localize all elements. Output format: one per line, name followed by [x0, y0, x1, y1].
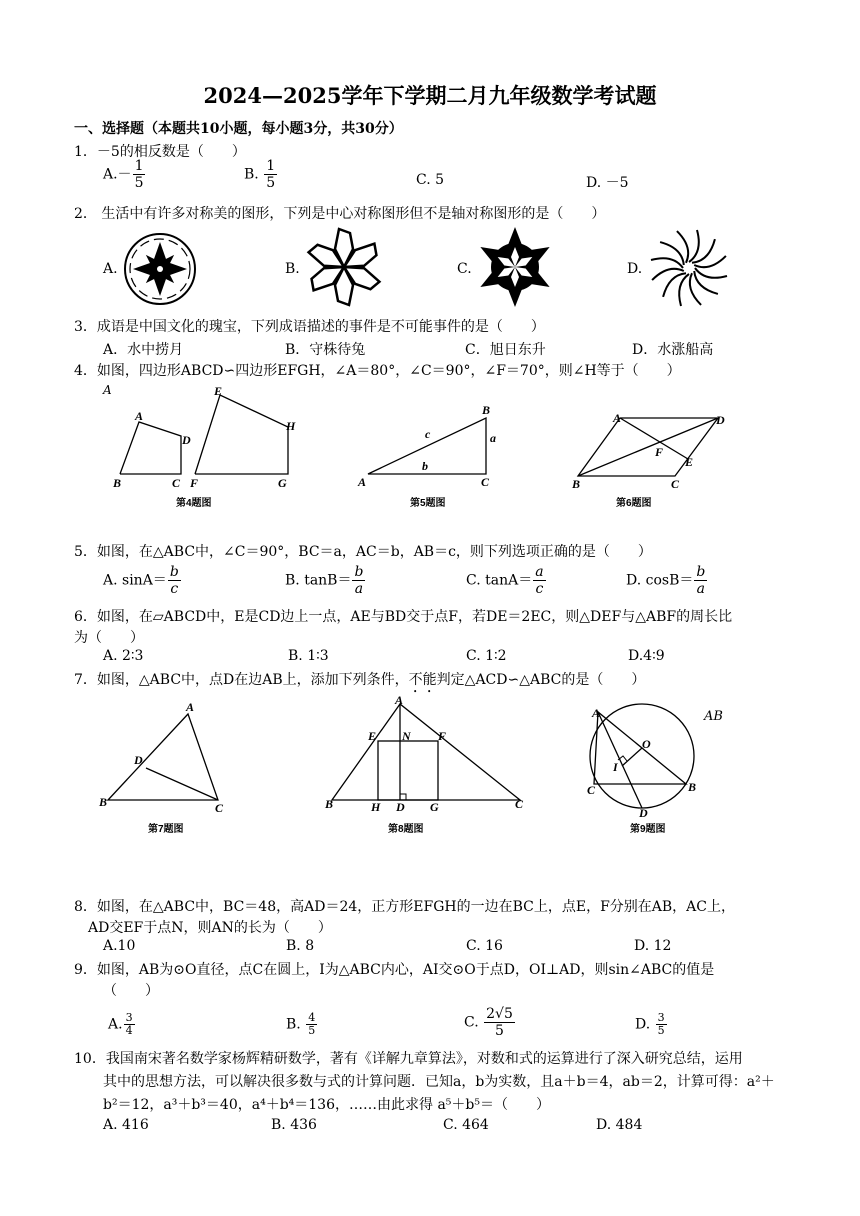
- q8-option-b: B. 8: [286, 938, 315, 954]
- f8-label-F: F: [438, 729, 447, 743]
- f8-label-B: B: [325, 797, 334, 811]
- figure-4: [108, 384, 308, 494]
- f4-label-B: B: [113, 476, 122, 490]
- q2-option-b: B.: [285, 261, 300, 277]
- q10-line2: 其中的思想方法，可以解决很多数与式的计算问题．已知a，b为实数，且a＋b＝4，ab＝2，计算可得：a²＋: [103, 1074, 775, 1090]
- q2-option-c: C.: [457, 261, 472, 277]
- q1-b-label: B.: [244, 166, 259, 183]
- q3-option-a: A．水中捞月: [103, 342, 184, 358]
- q2-figure-b: [302, 225, 386, 309]
- q10-option-b: B. 436: [271, 1117, 317, 1133]
- q3-stem: 3．成语是中国文化的瑰宝，下列成语描述的事件是不可能事件的是（ ）: [74, 319, 545, 335]
- q5-option-c: C. tanA＝ $\frac{a}{c}$: [466, 564, 544, 597]
- q5-option-d: D. cosB＝ $\frac{b}{a}$: [626, 564, 706, 597]
- q6-option-a: A. 2∶3: [103, 648, 144, 664]
- q8-option-a: A.10: [103, 938, 136, 954]
- q6-option-b: B. 1∶3: [288, 648, 329, 664]
- q1-option-a: [103, 158, 146, 191]
- f9-label-D: D: [639, 806, 648, 820]
- figure-6: [568, 402, 728, 492]
- q9-option-c: C. $\frac{2√5}{5}$: [464, 1006, 513, 1039]
- q8-option-c: C. 16: [466, 938, 503, 954]
- q3-option-c: C．旭日东升: [465, 342, 546, 358]
- f9-label-I: I: [613, 760, 618, 774]
- q5-stem: 5．如图，在△ABC中，∠C＝90°，BC＝a，AC＝b，AB＝c，则下列选项正确的是（ ）: [74, 544, 652, 560]
- f8-label-C: C: [515, 797, 524, 811]
- f8-label-G: G: [430, 800, 439, 812]
- q2-figure-c: [473, 225, 557, 309]
- figure-9: [582, 698, 702, 820]
- f4-label-G: G: [278, 476, 287, 490]
- q6-stem-line2: 为（ ）: [74, 630, 144, 646]
- f5-label-B: B: [482, 403, 491, 417]
- f4-label-C: C: [172, 476, 181, 490]
- q3-option-b: B．守株待兔: [285, 342, 366, 358]
- f4-label-A: A: [135, 409, 144, 423]
- section-heading: 一、选择题（本题共10小题，每小题3分，共30分）: [74, 121, 403, 137]
- f6-label-B: B: [572, 477, 581, 491]
- q8-option-d: D. 12: [634, 938, 672, 954]
- q6-stem-line1: 6．如图，在▱ABCD中，E是CD边上一点，AE与BD交于点F，若DE＝2EC，则△DEF与△ABF的周长比: [74, 609, 733, 625]
- q9-stem-line1: 9．如图，AB为⊙O直径，点C在圆上，I为△ABC内心，AI交⊙O于点D，OI⊥AD，则sin∠ABC的值是: [74, 962, 715, 978]
- q1-option-d: D. －5: [586, 175, 629, 191]
- q2-figure-a: [120, 231, 200, 307]
- q4-stem: 4．如图，四边形ABCD∽四边形EFGH，∠A＝80°，∠C＝90°，∠F＝70°，则∠H等于（ ）: [74, 363, 681, 379]
- f6-label-C: C: [671, 477, 680, 491]
- q2-stem: 2． 生活中有许多对称美的图形，下列是中心对称图形但不是轴对称图形的是（ ）: [74, 206, 606, 222]
- q5-option-b: B. tanB＝ $\frac{b}{a}$: [285, 564, 364, 597]
- figure-5: [354, 400, 504, 492]
- f5-label-A: A: [358, 475, 367, 489]
- f8-label-H: H: [371, 800, 381, 812]
- f5-label-a: a: [490, 431, 496, 445]
- f9-label-O: O: [642, 737, 651, 751]
- f5-label-C: C: [481, 475, 490, 489]
- f4-label-E: E: [214, 384, 223, 398]
- q3-option-d: D．水涨船高: [632, 342, 714, 358]
- q5-option-a: A. sinA＝ $\frac{b}{c}$: [103, 564, 179, 597]
- q9-option-d: D. $\frac{3}{5}$: [635, 1011, 665, 1037]
- q9-option-b: B. $\frac{4}{5}$: [286, 1011, 316, 1037]
- q8-stem-line1: 8．如图，在△ABC中，BC＝48，高AD＝24，正方形EFGH的一边在BC上，点E，F分别在AB，AC上，: [74, 899, 736, 915]
- f7-label-C: C: [215, 801, 224, 815]
- fig8-caption: 第8题图: [388, 824, 424, 835]
- f8-label-A: A: [395, 694, 404, 707]
- fig5-caption: 第5题图: [410, 498, 446, 509]
- q10-line3: b²＝12，a³＋b³＝40，a⁴＋b⁴＝136，……由此求得 a⁵＋b⁵＝（ ）: [103, 1097, 550, 1113]
- q2-figure-d: [647, 226, 731, 310]
- f9-label-B: B: [688, 780, 697, 794]
- q7-stray-label: AB: [704, 709, 723, 724]
- f4-label-H: H: [286, 419, 296, 433]
- f9-label-A: A: [592, 706, 601, 720]
- f5-label-b: b: [422, 459, 428, 473]
- q9-stem-line2: （ ）: [103, 983, 159, 999]
- f7-label-D: D: [134, 753, 143, 767]
- q8-stem-line2: AD交EF于点N，则AN的长为（ ）: [88, 920, 332, 936]
- q2-option-a: A.: [103, 261, 118, 277]
- f8-label-D: D: [396, 800, 405, 812]
- f8-label-N: N: [402, 729, 411, 743]
- f9-label-C: C: [587, 783, 596, 797]
- fig9-caption: 第9题图: [630, 824, 666, 835]
- q6-option-c: C. 1∶2: [466, 648, 507, 664]
- q10-line1: 10．我国南宋著名数学家杨辉精研数学，著有《详解九章算法》，对数和式的运算进行了深入研究总结，运用: [74, 1051, 743, 1067]
- f6-label-E: E: [685, 455, 694, 469]
- f4-label-F: F: [190, 476, 199, 490]
- q7-stem: 7．如图，△ABC中，点D在边AB上，添加下列条件，不能判定△ACD∽△ABC的是（ ）: [74, 672, 646, 688]
- q1-a-fraction: $\frac{1}{5}$: [134, 158, 144, 191]
- f8-label-E: E: [368, 729, 377, 743]
- q4-stray-label: A: [103, 383, 112, 397]
- f7-label-A: A: [186, 702, 195, 714]
- q1-b-fraction: $\frac{1}{5}$: [266, 158, 276, 191]
- q10-option-a: A. 416: [103, 1117, 149, 1133]
- q9-option-a: A. $\frac{3}{4}$: [108, 1011, 133, 1037]
- q6-option-d: D.4∶9: [628, 648, 665, 664]
- f4-label-D: D: [182, 433, 191, 447]
- q1-a-label: A.－: [103, 166, 132, 183]
- f6-label-D: D: [716, 413, 725, 427]
- q7-emphasis: 不能: [408, 672, 437, 688]
- f5-label-c: c: [425, 427, 431, 441]
- figure-8: [320, 694, 532, 812]
- figure-7: [96, 702, 236, 816]
- q1-stem: 1．－5的相反数是（ ）: [74, 144, 246, 160]
- q1-option-b: [244, 158, 278, 191]
- page-title: 2024—2025学年下学期二月九年级数学考试题: [203, 83, 657, 108]
- f7-label-B: B: [99, 795, 108, 809]
- fig7-caption: 第7题图: [148, 824, 184, 835]
- q2-option-d: D.: [627, 261, 643, 277]
- q1-option-c: C. 5: [416, 172, 445, 188]
- fig4-caption: 第4题图: [176, 498, 212, 509]
- f6-label-F: F: [655, 445, 664, 459]
- f6-label-A: A: [613, 411, 622, 425]
- q10-option-c: C. 464: [443, 1117, 489, 1133]
- fig6-caption: 第6题图: [616, 498, 652, 509]
- q10-option-d: D. 484: [596, 1117, 643, 1133]
